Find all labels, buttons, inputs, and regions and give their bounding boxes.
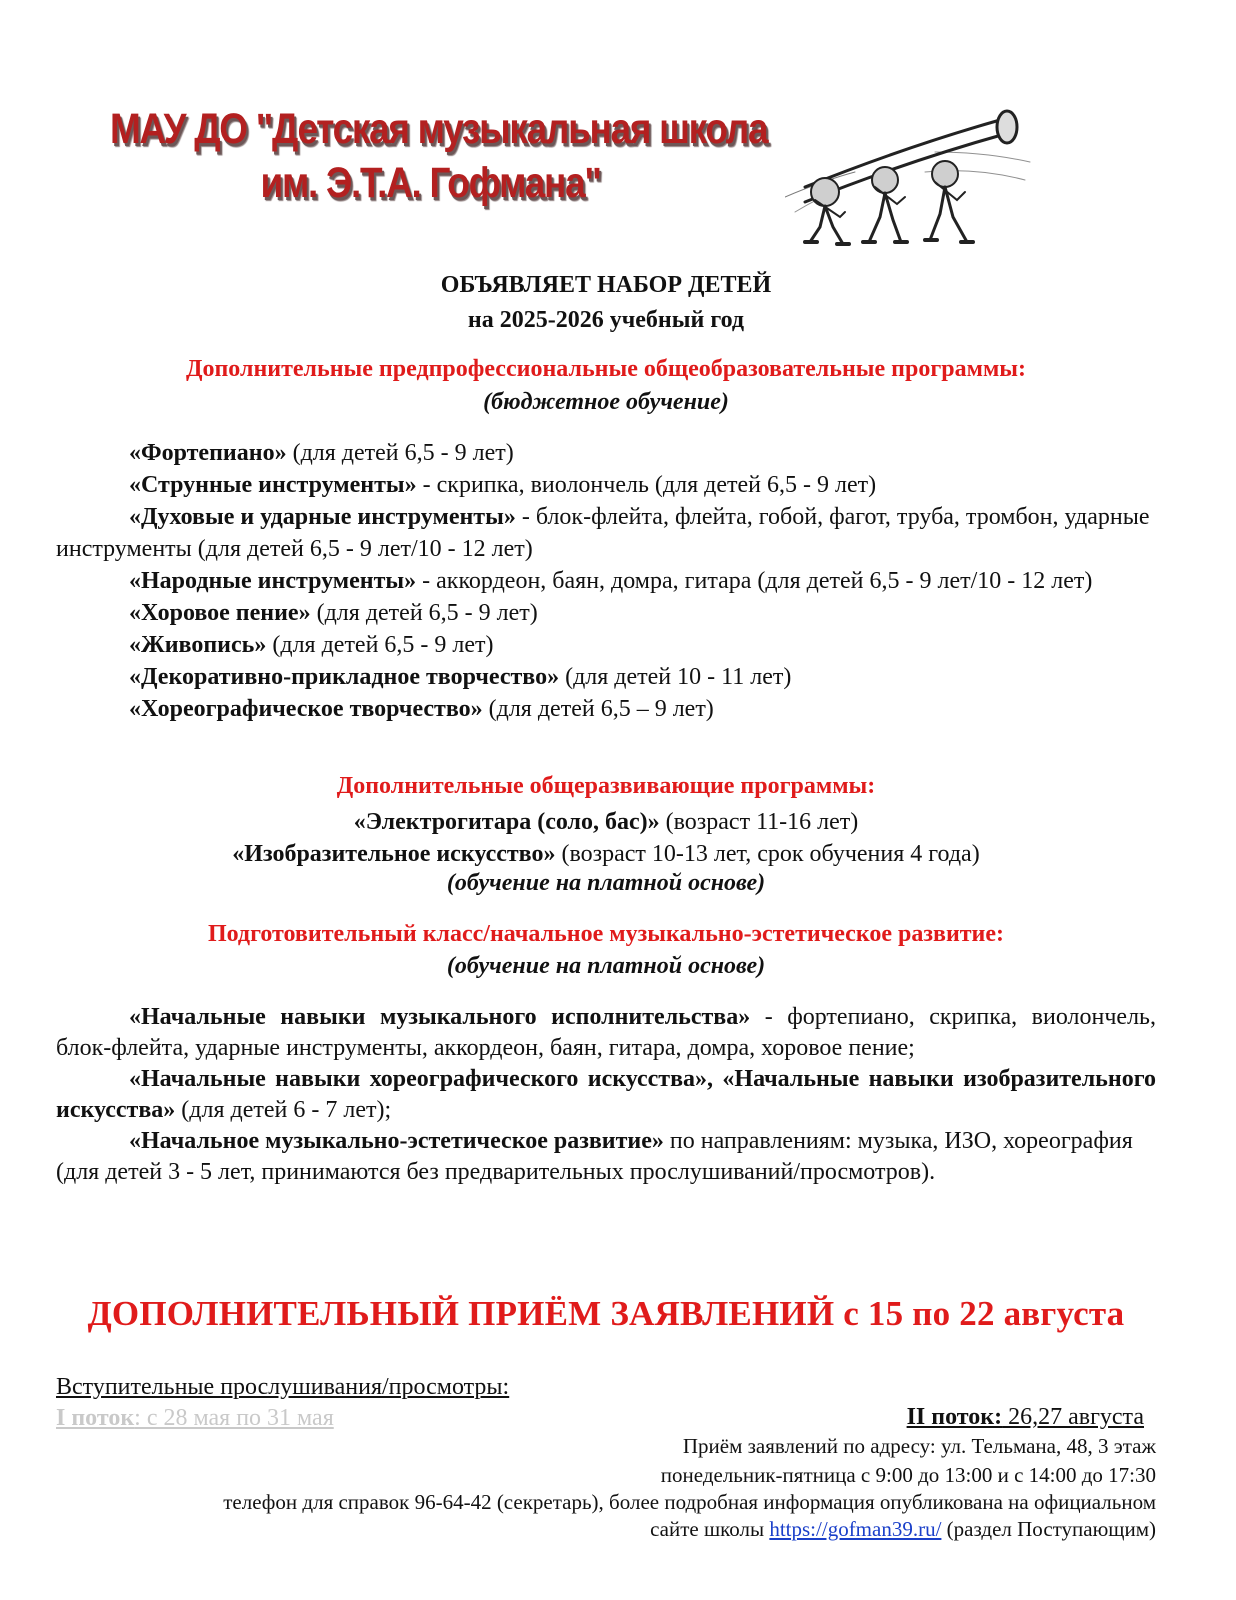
- list-item: [56, 597, 1156, 629]
- general-program-item: [56, 838, 1156, 870]
- general-program-item: [56, 806, 1156, 838]
- program-details: (для детей 6 - 7 лет);: [175, 1097, 392, 1123]
- program-details: (возраст 10-13 лет, срок обучения 4 года): [555, 841, 980, 867]
- second-stream-text: 26,27 августа: [1002, 1404, 1144, 1430]
- program-details: (возраст 11-16 лет): [659, 809, 859, 835]
- preprofessional-program-list: [56, 437, 1156, 725]
- additional-admission-announcement: ДОПОЛНИТЕЛЬНЫЙ ПРИЁМ ЗАЯВЛЕНИЙ с 15 по 22 августа: [87, 1294, 1125, 1333]
- first-stream-dates: [56, 1404, 334, 1432]
- program-details: (для детей 6,5 – 9 лет): [482, 696, 714, 722]
- list-item: [56, 1064, 1156, 1126]
- second-stream-dates: [907, 1402, 1144, 1432]
- section-preparatory-heading: Подготовительный класс/начальное музыкально-эстетическое развитие:: [207, 921, 1005, 947]
- program-name: «Живопись»: [129, 632, 267, 658]
- academic-year: на 2025-2026 учебный год: [467, 307, 745, 333]
- address-line: Приём заявлений по адресу: ул. Тельмана, 48, 3 этаж: [682, 1434, 1156, 1458]
- list-item: [56, 661, 1156, 693]
- preparatory-program-list: [56, 1002, 1156, 1188]
- working-hours-line: понедельник-пятница с 9:00 до 13:00 и с 14:00 до 17:30: [660, 1463, 1156, 1487]
- program-name: «Начальные навыки музыкального исполнительства»: [129, 1004, 751, 1030]
- program-details: (для детей 6,5 - 9 лет): [286, 440, 514, 466]
- list-item: [56, 501, 1156, 565]
- website-prefix: сайте школы: [650, 1517, 770, 1541]
- program-name: «Электрогитара (соло, бас)»: [353, 809, 660, 835]
- section-preprofessional-heading: Дополнительные предпрофессиональные общеобразовательные программы:: [185, 356, 1027, 382]
- first-stream-label: I поток: [56, 1405, 135, 1431]
- program-name: «Декоративно-прикладное творчество»: [129, 664, 560, 690]
- school-logo: [110, 102, 768, 210]
- program-details: - скрипка, виолончель (для детей 6,5 - 9 лет): [416, 472, 877, 498]
- program-details: - блок-флейта, флейта, гобой, фагот, труба, тромбон, ударные инструменты (для детей 6,5 - 9 лет/10 - 12 лет): [56, 504, 1150, 562]
- program-details: - фортепиано, скрипка, виолончель, блок-флейта, ударные инструменты, аккордеон, баян, гитара, домра, хоровое пение;: [56, 1004, 1156, 1061]
- entrance-exams-label: Вступительные прослушивания/просмотры:: [56, 1374, 510, 1400]
- list-item: [56, 437, 1156, 469]
- program-details: (для детей 10 - 11 лет): [559, 664, 792, 690]
- program-name: «Изобразительное искусство»: [232, 841, 556, 867]
- list-item: [56, 469, 1156, 501]
- program-details: - аккордеон, баян, домра, гитара (для детей 6,5 - 9 лет/10 - 12 лет): [416, 568, 1093, 594]
- program-name: «Хореографическое творчество»: [129, 696, 483, 722]
- list-item: [56, 1002, 1156, 1064]
- gnomes-carrying-flute-illustration: [785, 92, 1035, 252]
- program-name: «Начальные навыки хореографического искусства», «Начальные навыки изобразительного искусства»: [56, 1066, 1156, 1123]
- list-item: [56, 1126, 1156, 1188]
- logo-line-2: им. Э.Т.А. Гофмана": [260, 159, 601, 207]
- section-general-note: (обучение на платной основе): [446, 870, 766, 896]
- phone-line: телефон для справок 96-64-42 (секретарь), более подробная информация опубликована на официальном: [223, 1490, 1156, 1514]
- program-details: (для детей 6,5 - 9 лет): [310, 600, 538, 626]
- program-details: по направлениям: музыка, ИЗО, хореография (для детей 3 - 5 лет, принимаются без предварительных прослушиваний/просмотров).: [56, 1128, 1133, 1185]
- section-preparatory-note: (обучение на платной основе): [446, 953, 766, 979]
- website-line: [56, 1515, 1156, 1544]
- list-item: [56, 565, 1156, 597]
- logo-line-1: МАУ ДО "Детская музыкальная школа: [110, 105, 768, 153]
- page-title: ОБЪЯВЛЯЕТ НАБОР ДЕТЕЙ: [440, 272, 772, 298]
- list-item: [56, 693, 1156, 725]
- program-name: «Духовые и ударные инструменты»: [129, 504, 516, 530]
- program-name: «Народные инструменты»: [129, 568, 417, 594]
- section-general-heading: Дополнительные общеразвивающие программы:: [336, 773, 876, 799]
- list-item: [56, 629, 1156, 661]
- website-suffix: (раздел Поступающим): [941, 1517, 1156, 1541]
- first-stream-text: : с 28 мая по 31 мая: [134, 1405, 334, 1431]
- section-preprofessional-note: (бюджетное обучение): [483, 389, 729, 415]
- program-name: «Начальное музыкально-эстетическое развитие»: [129, 1128, 664, 1154]
- program-name: «Фортепиано»: [129, 440, 287, 466]
- program-name: «Хоровое пение»: [129, 600, 311, 626]
- second-stream-label: II поток:: [906, 1404, 1003, 1430]
- school-website-link[interactable]: https://gofman39.ru/: [769, 1517, 942, 1541]
- program-name: «Струнные инструменты»: [129, 472, 417, 498]
- program-details: (для детей 6,5 - 9 лет): [266, 632, 494, 658]
